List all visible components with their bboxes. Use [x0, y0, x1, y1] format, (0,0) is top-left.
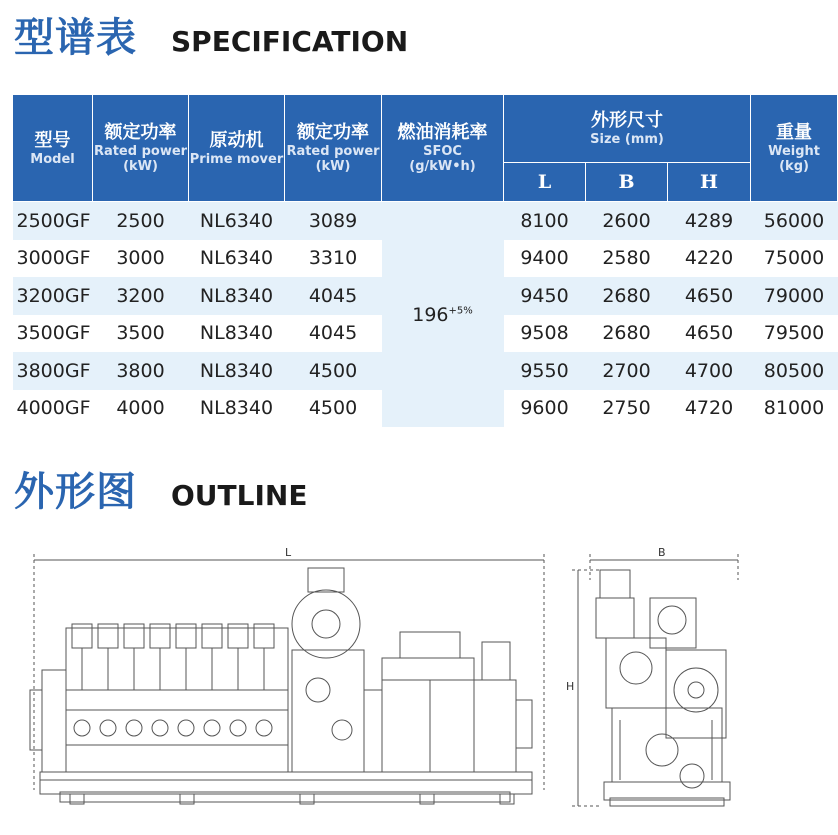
cell-h: 4220 — [684, 247, 734, 270]
cell-power: 3000 — [116, 247, 165, 270]
cell-weight: 80500 — [751, 352, 838, 390]
cell-model: 2500GF — [13, 202, 93, 240]
spec-title-en: SPECIFICATION — [171, 25, 409, 58]
cell-h: 4650 — [668, 277, 751, 315]
header-prime-mover: 原动机 Prime mover — [189, 95, 285, 202]
cell-mover-power: 3089 — [285, 202, 382, 240]
cell-model: 3800GF — [13, 352, 93, 390]
header-size-b: B — [586, 163, 668, 202]
cell-mover: NL8340 — [189, 277, 285, 315]
header-model: 型号 Model — [13, 95, 93, 202]
header-sfoc: 燃油消耗率 SFOC (g/kW•h) — [382, 95, 504, 202]
cell-power: 3200 — [93, 277, 189, 315]
cell-b: 2750 — [602, 397, 651, 420]
cell-weight: 79500 — [763, 322, 825, 345]
header-size-l: L — [504, 163, 586, 202]
outline-title-zh: 外形图 — [14, 468, 137, 515]
dimension-l — [34, 554, 544, 790]
cell-b: 2600 — [586, 202, 668, 240]
header-rated-power: 额定功率 Rated power (kW) — [93, 95, 189, 202]
cell-weight: 75000 — [763, 247, 825, 270]
cell-l: 9508 — [520, 322, 569, 345]
outline-drawing — [0, 540, 838, 835]
cell-mover-power: 3310 — [308, 247, 358, 270]
cell-mover: NL8340 — [199, 322, 274, 345]
cell-model: 4000GF — [16, 397, 91, 420]
label-b: B — [658, 546, 666, 559]
outline-heading — [14, 468, 308, 515]
cell-mover-power: 4500 — [285, 352, 382, 390]
cell-mover: NL8340 — [189, 352, 285, 390]
header-weight: 重量 Weight (kg) — [751, 95, 838, 202]
side-view — [30, 568, 532, 804]
cell-l: 8100 — [504, 202, 586, 240]
header-size: 外形尺寸 Size (mm) — [504, 95, 751, 163]
spec-title-zh: 型谱表 — [14, 14, 137, 61]
cell-b: 2680 — [602, 322, 651, 345]
header-size-h: H — [668, 163, 751, 202]
cell-model: 3000GF — [16, 247, 91, 270]
label-l: L — [285, 546, 292, 559]
table-row — [13, 202, 838, 240]
end-view — [596, 570, 730, 806]
spec-table — [12, 94, 838, 427]
cell-model: 3200GF — [13, 277, 93, 315]
outline-title-en: OUTLINE — [171, 479, 308, 512]
cell-mover: NL8340 — [199, 397, 274, 420]
header-mover-power: 额定功率 Rated power (kW) — [285, 95, 382, 202]
cell-l: 9550 — [504, 352, 586, 390]
cell-weight: 79000 — [751, 277, 838, 315]
cell-b: 2580 — [602, 247, 651, 270]
cell-b: 2700 — [586, 352, 668, 390]
cell-mover-power: 4045 — [285, 277, 382, 315]
cell-h: 4700 — [668, 352, 751, 390]
cell-h: 4289 — [668, 202, 751, 240]
cell-power: 2500 — [93, 202, 189, 240]
cell-sfoc: $196^{+5\%}$ — [382, 202, 504, 428]
cell-l: 9450 — [504, 277, 586, 315]
cell-power: 4000 — [116, 397, 165, 420]
spec-heading — [14, 14, 409, 61]
cell-model: 3500GF — [16, 322, 91, 345]
cell-h: 4650 — [684, 322, 734, 345]
cell-mover-power: 4045 — [308, 322, 358, 345]
cell-mover: NL6340 — [199, 247, 274, 270]
cell-mover: NL6340 — [189, 202, 285, 240]
cell-l: 9400 — [520, 247, 569, 270]
cell-weight: 81000 — [763, 397, 825, 420]
cell-mover-power: 4500 — [308, 397, 358, 420]
cell-weight: 56000 — [751, 202, 838, 240]
cell-power: 3500 — [116, 322, 165, 345]
label-h: H — [566, 680, 575, 693]
cell-h: 4720 — [684, 397, 734, 420]
cell-power: 3800 — [93, 352, 189, 390]
cell-b: 2680 — [586, 277, 668, 315]
cell-l: 9600 — [520, 397, 569, 420]
